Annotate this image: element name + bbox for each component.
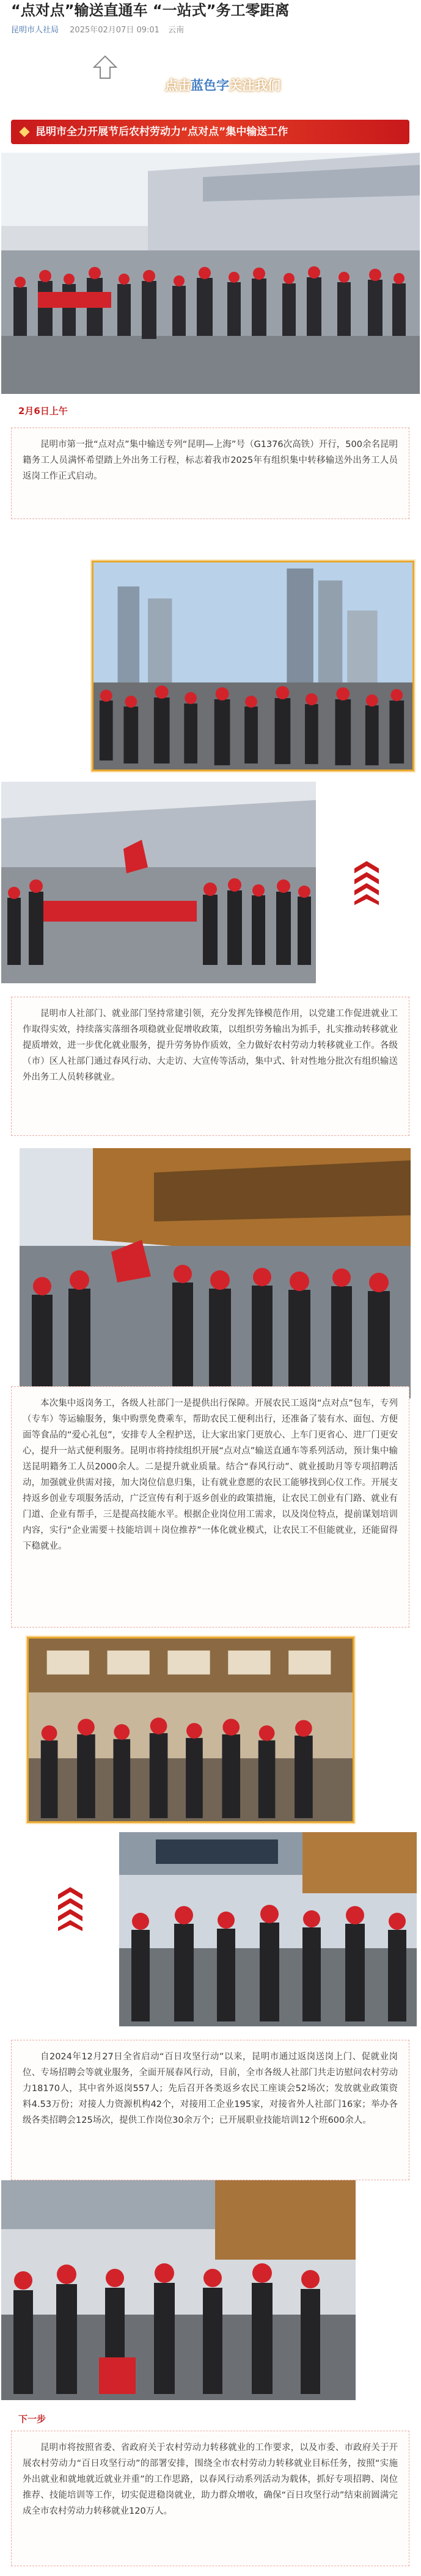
follow-text[interactable]: 点击蓝色字关注我们 bbox=[165, 78, 280, 93]
text-block-1: 昆明市第一批“点对点”集中输送专列“昆明—上海”号（G1376次高铁）开行，500余名昆明籍务工人员满怀希望踏上外出务工行程，标志着我市2025年有组织集中转移输送外出务工人员返岗工作正式启动。 bbox=[11, 428, 409, 519]
article-header bbox=[0, 0, 421, 38]
photo-skyline-crowd bbox=[92, 561, 414, 771]
photo-indoor-waiting bbox=[27, 1637, 354, 1823]
text-block-3: 本次集中返岗务工，各级人社部门一是提供出行保障。开展农民工返岗“点对点”包车，专列（专车）等运输服务，集中购票免费乘车，帮助农民工便利出行，还准备了装有水、面包、方便面等食品的“爱心礼包”，安排专人全程护送，让大家出家门更放心、上车门更省心、进厂门更安心，提升一站式便利服务。昆明市将持续组织开展“点对点”输送直通车等系列活动，预计集中输送昆明籍务工人员2000余人。二是提升就业质量。结合“春风行动”、就业援助月等专项招聘活动，加强就业供需对接，加大岗位信息归集，让有就业意愿的农民工能够找到心仪工作。开展支持返乡创业专项服务活动，广泛宣传有利于返乡创业的政策措施，让农民工创业有门路、就业有门道、企业有帮手，三是提高技能水平。根据企业岗位用工需求，以及岗位特点，提前谋划培训内容，实行“企业需要＋技能培训＋岗位推荐”一体化就业模式，让农民工不但能就业，还能留得下稳就业。 bbox=[11, 1386, 409, 1628]
publish-date: 2025年02月07日 09:01 bbox=[70, 26, 159, 35]
section-title-feb6: 2月6日上午 bbox=[18, 406, 68, 417]
follow-prompt[interactable] bbox=[0, 38, 421, 81]
chevron-stack-icon bbox=[354, 861, 379, 905]
photo-banner-crowd bbox=[1, 782, 316, 983]
article-meta bbox=[11, 24, 410, 37]
photo-station-crowd bbox=[1, 153, 420, 394]
up-arrow-icon bbox=[92, 54, 119, 81]
text-block-4: 自2024年12月27日全省启动“百日攻坚行动”以来，昆明市通过返岗送岗上门、促就业岗位、专场招聘会等就业服务，全面开展春风行动，目前，全市各级人社部门共走访慰问农村劳动力18170人，其中省外返岗557人；先后召开各类返乡农民工座谈会52场次；发放就业政策资料4.53万份；对接人力资源机构42个，对接用工企业195家，对接省外人社部门16家；举办各级各类招聘会125场次，提供工作岗位30余万个；已开展职业技能培训12个班600余人。 bbox=[11, 2040, 409, 2180]
text-block-5: 昆明市将按照省委、省政府关于农村劳动力转移就业的工作要求，以及市委、市政府关于开展农村劳动力“百日攻坚行动”的部署安排，围绕全市农村劳动力转移就业目标任务，按照“实施外出就业和就地就近就业并重”的工作思路，以春风行动系列活动为载体，抓好专项招聘、岗位推荐、技能培训等工作，切实促进稳岗就业，助力群众增收，确保“百日攻坚行动”结束前圆满完成全市农村劳动力转移就业120万人。 bbox=[11, 2431, 409, 2566]
section-title-next-step: 下一步 bbox=[18, 2414, 46, 2425]
photo-platform-crowd bbox=[1, 2180, 356, 2400]
chevron-stack-icon-2 bbox=[58, 1887, 82, 1931]
article-title: “点对点”输送直通车 “一站式”务工零距离 bbox=[11, 2, 290, 19]
publish-location: 云南 bbox=[168, 26, 185, 35]
headline-banner bbox=[11, 120, 409, 144]
author-link[interactable]: 昆明市人社局 bbox=[11, 26, 59, 35]
photo-gate-entrance bbox=[119, 1832, 417, 2026]
text-block-2: 昆明市人社部门、就业部门坚持常建引领，充分发挥先锋模范作用，以党建工作促进就业工作取得实效，持续落实落细各项稳就业促增收政策，以组织劳务输出为抓手，扎实推动转移就业提质增效，进一步优化就业服务，提升劳务协作质效，全力做好农村劳动力转移就业工作。各级（市）区人社部门通过春风行动、大走访、大宣传等活动，集中式、针对性地分批次有组织输送外出务工人员转移就业。 bbox=[11, 997, 409, 1136]
headline-text: 昆明市全力开展节后农村劳动力“点对点”集中输送工作 bbox=[35, 126, 288, 138]
photo-flag-crowd bbox=[20, 1148, 411, 1399]
